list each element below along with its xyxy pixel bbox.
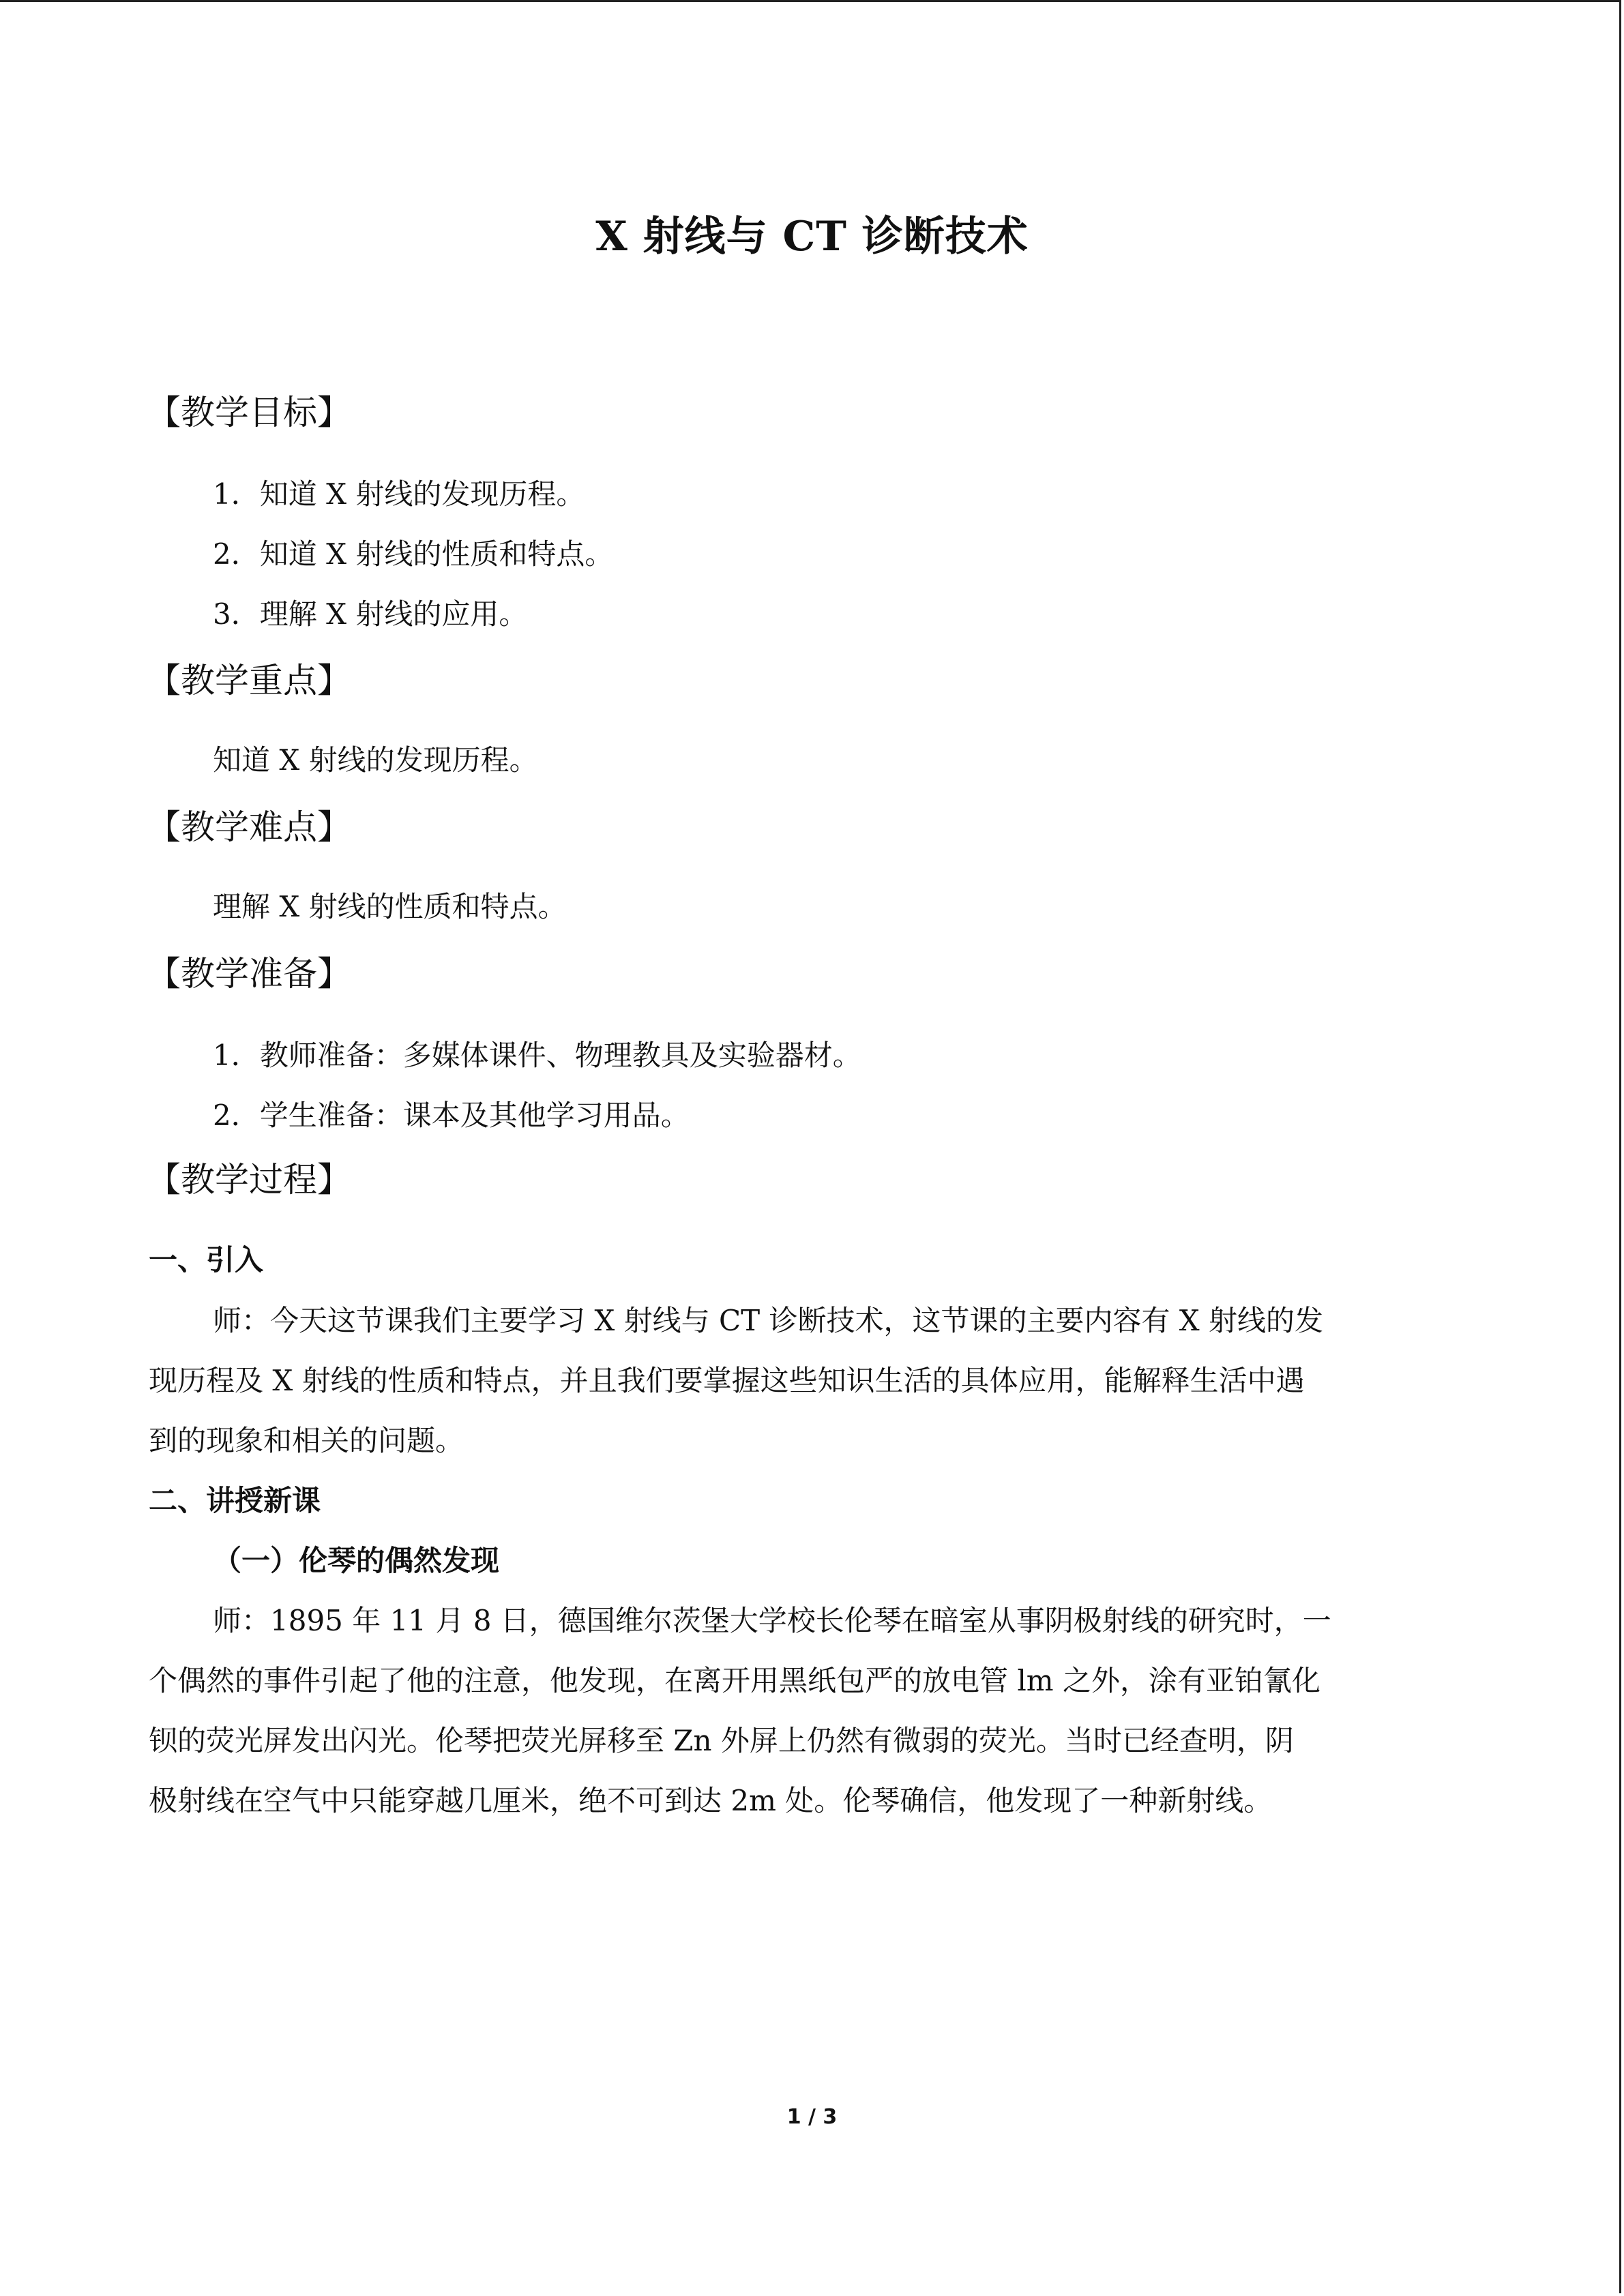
intro-line-1: 师：今天这节课我们主要学习 X 射线与 CT 诊断技术，这节课的主要内容有 X 射线的发 [213, 1304, 1324, 1337]
objective-item-2: 2．知道 X 射线的性质和特点。 [213, 537, 614, 571]
preparation-item-2: 2．学生准备：课本及其他学习用品。 [213, 1099, 690, 1132]
heading-process: 【教学过程】 [147, 1160, 351, 1199]
intro-heading: 一、引入 [149, 1243, 264, 1277]
page-number: 1 / 3 [786, 2105, 838, 2129]
intro-line-3: 到的现象和相关的问题。 [149, 1424, 464, 1457]
heading-key-points: 【教学重点】 [147, 661, 351, 700]
objective-item-3: 3．理解 X 射线的应用。 [213, 597, 528, 631]
new-lesson-heading: 二、讲授新课 [149, 1484, 321, 1517]
new-lesson-line-1: 师：1895 年 11 月 8 日，德国维尔茨堡大学校长伦琴在暗室从事阴极射线的研究时，一 [213, 1604, 1331, 1637]
new-lesson-subheading: （一）伦琴的偶然发现 [213, 1544, 500, 1577]
new-lesson-line-2: 个偶然的事件引起了他的注意，他发现，在离开用黑纸包严的放电管 lm 之外，涂有亚铂氰化 [149, 1664, 1320, 1697]
key-points-text: 知道 X 射线的发现历程。 [213, 743, 538, 777]
heading-objectives: 【教学目标】 [147, 393, 351, 432]
document-title: X 射线与 CT 诊断技术 [595, 213, 1029, 260]
new-lesson-line-3: 钡的荧光屏发出闪光。伦琴把荧光屏移至 Zn 外屏上仍然有微弱的荧光。当时已经查明，阴 [149, 1724, 1294, 1757]
heading-preparation: 【教学准备】 [147, 954, 351, 994]
new-lesson-line-4: 极射线在空气中只能穿越几厘米，绝不可到达 2m 处。伦琴确信，他发现了一种新射线。 [149, 1784, 1273, 1817]
objective-item-1: 1．知道 X 射线的发现历程。 [213, 477, 585, 511]
preparation-item-1: 1．教师准备：多媒体课件、物理教具及实验器材。 [213, 1039, 861, 1072]
difficulties-text: 理解 X 射线的性质和特点。 [213, 890, 567, 923]
intro-line-2: 现历程及 X 射线的性质和特点，并且我们要掌握这些知识生活的具体应用，能解释生活中遇 [149, 1364, 1305, 1397]
heading-difficulties: 【教学难点】 [147, 807, 351, 847]
